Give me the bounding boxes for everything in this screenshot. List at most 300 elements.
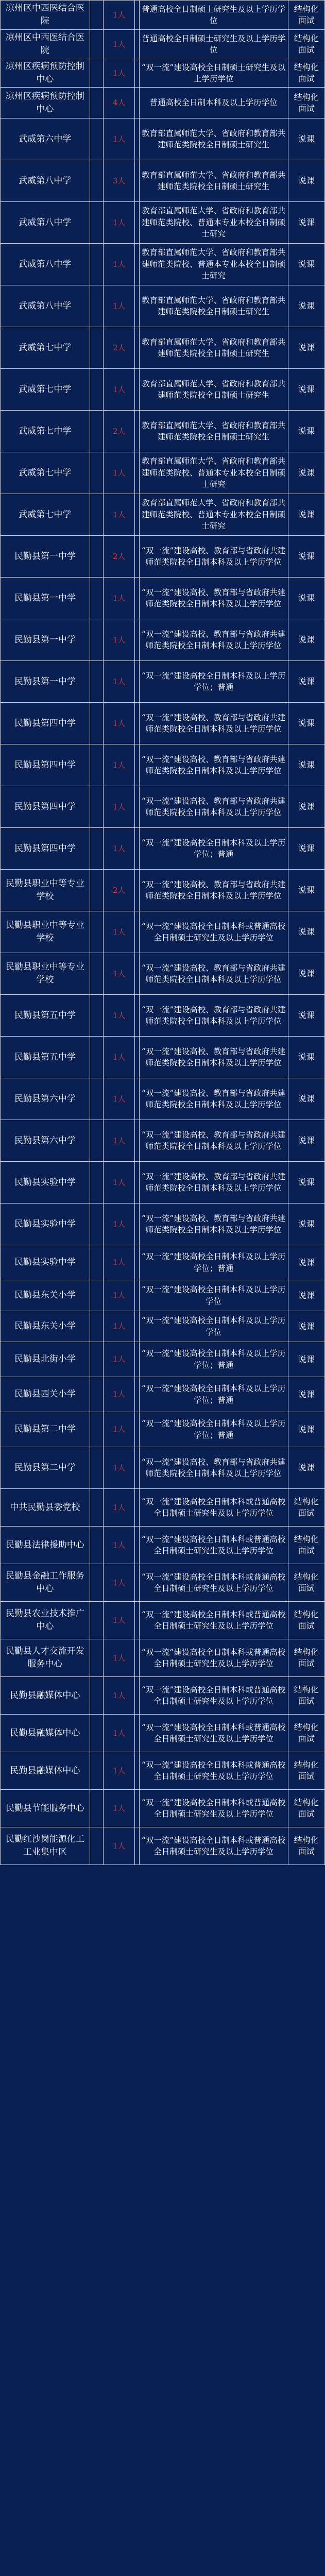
- code-cell: [90, 88, 104, 118]
- requirement-cell: “双一流”建设高校全日制本科或普通高校全日制硕士研究生及以上学历学位: [139, 1602, 288, 1639]
- unit-cell: 民勤县西关小学: [1, 1377, 90, 1412]
- requirement-cell: “双一流”建设高校全日制本科或普通高校全日制硕士研究生及以上学历学位: [139, 1715, 288, 1752]
- exam-method-cell: 说课: [288, 1377, 324, 1412]
- requirement-cell: “双一流”建设高校、教育部与省政府共建师范类院校全日制本科及以上学历学位: [139, 953, 288, 995]
- code-cell: [90, 160, 104, 202]
- code-cell: [90, 578, 104, 619]
- table-row: [1, 995, 325, 1037]
- code-cell: [90, 202, 104, 244]
- requirement-cell: 教育部直属师范大学、省政府和教育部共建师范类院校、普通本专业本校全日制硕士研究: [139, 494, 288, 536]
- unit-cell: 武威第七中学: [1, 369, 90, 411]
- code-cell: [90, 703, 104, 744]
- count-cell: 1人: [104, 1827, 135, 1865]
- gap-cell: [135, 160, 140, 202]
- table-row: [1, 1342, 325, 1377]
- requirement-cell: “双一流”建设高校全日制本科及以上学历学位；普通: [139, 828, 288, 870]
- code-cell: [90, 619, 104, 661]
- exam-method-cell: 结构化面试: [288, 88, 324, 118]
- unit-cell: 民勤红沙岗能源化工工业集中区: [1, 1827, 90, 1865]
- table-row: [1, 578, 325, 619]
- code-cell: [90, 786, 104, 828]
- requirement-cell: “双一流”建设高校全日制本科及以上学历学位: [139, 1311, 288, 1342]
- unit-cell: 民勤县实验中学: [1, 1204, 90, 1245]
- code-cell: [90, 1447, 104, 1489]
- table-row: [1, 786, 325, 828]
- count-cell: 1人: [104, 1120, 135, 1162]
- requirement-cell: 教育部直属师范大学、省政府和教育部共建师范类院校全日制硕士研究生: [139, 369, 288, 411]
- exam-method-cell: 说课: [288, 1447, 324, 1489]
- code-cell: [90, 536, 104, 578]
- code-cell: [90, 828, 104, 870]
- code-cell: [90, 1204, 104, 1245]
- gap-cell: [135, 786, 140, 828]
- count-cell: 1人: [104, 1715, 135, 1752]
- unit-cell: 民勤县融媒体中心: [1, 1677, 90, 1715]
- table-row: [1, 1639, 325, 1677]
- unit-cell: 民勤县节能服务中心: [1, 1790, 90, 1827]
- table-row: [1, 1120, 325, 1162]
- exam-method-cell: 说课: [288, 1280, 324, 1311]
- gap-cell: [135, 1715, 140, 1752]
- requirement-cell: “双一流”建设高校、教育部与省政府共建师范类院校全日制本科及以上学历学位: [139, 995, 288, 1037]
- unit-cell: 凉州区疾病预防控制中心: [1, 59, 90, 88]
- exam-method-cell: 结构化面试: [288, 1564, 324, 1602]
- count-cell: 1人: [104, 118, 135, 160]
- gap-cell: [135, 88, 140, 118]
- code-cell: [90, 59, 104, 88]
- gap-cell: [135, 1, 140, 30]
- requirement-cell: “双一流”建设高校全日制本科及以上学历学位；普通: [139, 1245, 288, 1280]
- gap-cell: [135, 578, 140, 619]
- requirement-cell: “双一流”建设高校、教育部与省政府共建师范类院校全日制本科及以上学历学位: [139, 1037, 288, 1078]
- code-cell: [90, 1078, 104, 1120]
- table-row: [1, 327, 325, 369]
- exam-method-cell: 说课: [288, 911, 324, 953]
- requirement-cell: “双一流”建设高校、教育部与省政府共建师范类院校全日制本科及以上学历学位: [139, 1120, 288, 1162]
- count-cell: 1人: [104, 578, 135, 619]
- unit-cell: 民勤县第四中学: [1, 828, 90, 870]
- unit-cell: 民勤县融媒体中心: [1, 1752, 90, 1790]
- table-body: [1, 1, 325, 1865]
- exam-method-cell: 结构化面试: [288, 1602, 324, 1639]
- gap-cell: [135, 1204, 140, 1245]
- gap-cell: [135, 1752, 140, 1790]
- gap-cell: [135, 1377, 140, 1412]
- code-cell: [90, 911, 104, 953]
- code-cell: [90, 1037, 104, 1078]
- table-row: [1, 1564, 325, 1602]
- gap-cell: [135, 369, 140, 411]
- exam-method-cell: 结构化面试: [288, 1790, 324, 1827]
- count-cell: 4人: [104, 88, 135, 118]
- exam-method-cell: 结构化面试: [288, 1715, 324, 1752]
- requirement-cell: “双一流”建设高校全日制本科或普通高校全日制硕士研究生及以上学历学位: [139, 1752, 288, 1790]
- exam-method-cell: 结构化面试: [288, 1639, 324, 1677]
- unit-cell: 武威第八中学: [1, 160, 90, 202]
- code-cell: [90, 1677, 104, 1715]
- exam-method-cell: 结构化面试: [288, 59, 324, 88]
- requirement-cell: “双一流”建设高校、教育部与省政府共建师范类院校全日制本科及以上学历学位: [139, 1078, 288, 1120]
- gap-cell: [135, 1162, 140, 1204]
- unit-cell: 民勤县北街小学: [1, 1342, 90, 1377]
- requirement-cell: “双一流”建设高校、教育部与省政府共建师范类院校全日制本科及以上学历学位: [139, 744, 288, 786]
- unit-cell: 凉州区中西医结合医院: [1, 1, 90, 30]
- requirement-cell: “双一流”建设高校全日制本科及以上学历学位: [139, 1280, 288, 1311]
- requirement-cell: “双一流”建设高校全日制本科或普通高校全日制硕士研究生及以上学历学位: [139, 1827, 288, 1865]
- code-cell: [90, 1, 104, 30]
- gap-cell: [135, 1311, 140, 1342]
- gap-cell: [135, 995, 140, 1037]
- table-row: [1, 1527, 325, 1564]
- requirement-cell: “双一流”建设高校全日制本科及以上学历学位；普通: [139, 1412, 288, 1447]
- requirement-cell: “双一流”建设高校全日制本科或普通高校全日制硕士研究生及以上学历学位: [139, 1489, 288, 1527]
- gap-cell: [135, 536, 140, 578]
- table-row: [1, 828, 325, 870]
- code-cell: [90, 1311, 104, 1342]
- table-row: [1, 703, 325, 744]
- count-cell: 1人: [104, 953, 135, 995]
- requirement-cell: “双一流”建设高校、教育部与省政府共建师范类院校全日制本科及以上学历学位: [139, 1162, 288, 1204]
- gap-cell: [135, 953, 140, 995]
- exam-method-cell: 说课: [288, 953, 324, 995]
- requirement-cell: 教育部直属师范大学、省政府和教育部共建师范类院校、普通本专业本校全日制硕士研究: [139, 202, 288, 244]
- exam-method-cell: 说课: [288, 327, 324, 369]
- table-row: [1, 1715, 325, 1752]
- exam-method-cell: 说课: [288, 786, 324, 828]
- code-cell: [90, 1280, 104, 1311]
- unit-cell: 武威第七中学: [1, 452, 90, 494]
- exam-method-cell: 说课: [288, 578, 324, 619]
- count-cell: 1人: [104, 1377, 135, 1412]
- exam-method-cell: 说课: [288, 1311, 324, 1342]
- requirement-cell: “双一流”建设高校、教育部与省政府共建师范类院校全日制本科及以上学历学位: [139, 1204, 288, 1245]
- requirement-cell: 教育部直属师范大学、省政府和教育部共建师范类院校全日制硕士研究生: [139, 411, 288, 452]
- unit-cell: 民勤县第二中学: [1, 1412, 90, 1447]
- gap-cell: [135, 911, 140, 953]
- exam-method-cell: 说课: [288, 1412, 324, 1447]
- table-row: [1, 285, 325, 327]
- requirement-cell: “双一流”建设高校全日制本科或普通高校全日制硕士研究生及以上学历学位: [139, 1639, 288, 1677]
- table-row: [1, 1412, 325, 1447]
- exam-method-cell: 结构化面试: [288, 1677, 324, 1715]
- requirement-cell: “双一流”建设高校全日制本科或普通高校全日制硕士研究生及以上学历学位: [139, 911, 288, 953]
- exam-method-cell: 结构化面试: [288, 1527, 324, 1564]
- count-cell: 2人: [104, 870, 135, 911]
- code-cell: [90, 327, 104, 369]
- table-row: [1, 452, 325, 494]
- code-cell: [90, 452, 104, 494]
- exam-method-cell: 说课: [288, 118, 324, 160]
- exam-method-cell: 说课: [288, 369, 324, 411]
- requirement-cell: “双一流”建设高校全日制本科及以上学历学位；普通: [139, 661, 288, 703]
- requirement-cell: 普通高校全日制本科及以上学历学位: [139, 88, 288, 118]
- table-row: [1, 88, 325, 118]
- unit-cell: 武威第七中学: [1, 327, 90, 369]
- gap-cell: [135, 703, 140, 744]
- code-cell: [90, 1489, 104, 1527]
- count-cell: 2人: [104, 411, 135, 452]
- table-row: [1, 870, 325, 911]
- requirement-cell: “双一流”建设高校全日制本科或普通高校全日制硕士研究生及以上学历学位: [139, 1564, 288, 1602]
- table-row: [1, 1, 325, 30]
- requirement-cell: 教育部直属师范大学、省政府和教育部共建师范类院校、普通本专业本校全日制硕士研究: [139, 452, 288, 494]
- unit-cell: 民勤县第二中学: [1, 1447, 90, 1489]
- code-cell: [90, 494, 104, 536]
- exam-method-cell: 说课: [288, 703, 324, 744]
- unit-cell: 武威第八中学: [1, 244, 90, 285]
- code-cell: [90, 1527, 104, 1564]
- exam-method-cell: 说课: [288, 1037, 324, 1078]
- requirement-cell: “双一流”建设高校全日制本科或普通高校全日制硕士研究生及以上学历学位: [139, 1790, 288, 1827]
- requirement-cell: 普通高校全日制硕士研究生及以上学历学位: [139, 1, 288, 30]
- code-cell: [90, 1715, 104, 1752]
- gap-cell: [135, 285, 140, 327]
- exam-method-cell: 说课: [288, 1245, 324, 1280]
- gap-cell: [135, 1280, 140, 1311]
- count-cell: 1人: [104, 1311, 135, 1342]
- code-cell: [90, 1827, 104, 1865]
- count-cell: 1人: [104, 786, 135, 828]
- exam-method-cell: 结构化面试: [288, 1752, 324, 1790]
- table-row: [1, 411, 325, 452]
- unit-cell: 民勤县融媒体中心: [1, 1715, 90, 1752]
- count-cell: 1人: [104, 1078, 135, 1120]
- exam-method-cell: 说课: [288, 744, 324, 786]
- count-cell: 1人: [104, 1245, 135, 1280]
- table-row: [1, 911, 325, 953]
- table-row: [1, 1602, 325, 1639]
- unit-cell: 民勤县第五中学: [1, 995, 90, 1037]
- count-cell: 1人: [104, 369, 135, 411]
- count-cell: 1人: [104, 1412, 135, 1447]
- unit-cell: 民勤县人才交流开发服务中心: [1, 1639, 90, 1677]
- code-cell: [90, 1639, 104, 1677]
- unit-cell: 民勤县法律援助中心: [1, 1527, 90, 1564]
- code-cell: [90, 285, 104, 327]
- code-cell: [90, 953, 104, 995]
- unit-cell: 民勤县第四中学: [1, 786, 90, 828]
- count-cell: 1人: [104, 1639, 135, 1677]
- table-row: [1, 1827, 325, 1865]
- count-cell: 1人: [104, 244, 135, 285]
- table-row: [1, 494, 325, 536]
- table-row: [1, 1377, 325, 1412]
- unit-cell: 民勤县实验中学: [1, 1162, 90, 1204]
- count-cell: 1人: [104, 911, 135, 953]
- unit-cell: 武威第七中学: [1, 411, 90, 452]
- table-row: [1, 1245, 325, 1280]
- requirement-cell: “双一流”建设高校全日制本科或普通高校全日制硕士研究生及以上学历学位: [139, 1677, 288, 1715]
- unit-cell: 民勤县第四中学: [1, 744, 90, 786]
- requirement-cell: “双一流”建设高校全日制本科及以上学历学位；普通: [139, 1342, 288, 1377]
- gap-cell: [135, 1342, 140, 1377]
- count-cell: 1人: [104, 1280, 135, 1311]
- count-cell: 1人: [104, 1602, 135, 1639]
- unit-cell: 武威第六中学: [1, 118, 90, 160]
- table-row: [1, 619, 325, 661]
- count-cell: 1人: [104, 661, 135, 703]
- count-cell: 1人: [104, 1677, 135, 1715]
- table-row: [1, 369, 325, 411]
- count-cell: 1人: [104, 30, 135, 59]
- count-cell: 1人: [104, 1162, 135, 1204]
- unit-cell: 民勤县职业中等专业学校: [1, 953, 90, 995]
- gap-cell: [135, 1245, 140, 1280]
- requirement-cell: “双一流”建设高校、教育部与省政府共建师范类院校全日制本科及以上学历学位: [139, 619, 288, 661]
- table-row: [1, 1037, 325, 1078]
- code-cell: [90, 1412, 104, 1447]
- gap-cell: [135, 1790, 140, 1827]
- table-row: [1, 744, 325, 786]
- unit-cell: 武威第七中学: [1, 494, 90, 536]
- table-row: [1, 160, 325, 202]
- unit-cell: 民勤县东关小学: [1, 1311, 90, 1342]
- exam-method-cell: 结构化面试: [288, 1, 324, 30]
- gap-cell: [135, 1037, 140, 1078]
- exam-method-cell: 说课: [288, 1204, 324, 1245]
- count-cell: 3人: [104, 160, 135, 202]
- code-cell: [90, 118, 104, 160]
- code-cell: [90, 1162, 104, 1204]
- requirement-cell: 教育部直属师范大学、省政府和教育部共建师范类院校、普通本专业本校全日制硕士研究: [139, 244, 288, 285]
- count-cell: 1人: [104, 1342, 135, 1377]
- unit-cell: 武威第八中学: [1, 285, 90, 327]
- table-row: [1, 1078, 325, 1120]
- gap-cell: [135, 1078, 140, 1120]
- code-cell: [90, 1564, 104, 1602]
- table-row: [1, 536, 325, 578]
- count-cell: 1人: [104, 1527, 135, 1564]
- exam-method-cell: 结构化面试: [288, 30, 324, 59]
- unit-cell: 民勤县职业中等专业学校: [1, 911, 90, 953]
- exam-method-cell: 说课: [288, 1078, 324, 1120]
- requirement-cell: “双一流”建设高校全日制硕士研究生及以上学历学位: [139, 59, 288, 88]
- gap-cell: [135, 1602, 140, 1639]
- unit-cell: 民勤县实验中学: [1, 1245, 90, 1280]
- unit-cell: 凉州区疾病预防控制中心: [1, 88, 90, 118]
- table-row: [1, 661, 325, 703]
- code-cell: [90, 870, 104, 911]
- exam-method-cell: 说课: [288, 995, 324, 1037]
- exam-method-cell: 说课: [288, 285, 324, 327]
- code-cell: [90, 744, 104, 786]
- table-row: [1, 59, 325, 88]
- count-cell: 2人: [104, 536, 135, 578]
- exam-method-cell: 说课: [288, 452, 324, 494]
- gap-cell: [135, 1527, 140, 1564]
- gap-cell: [135, 619, 140, 661]
- unit-cell: 民勤县第六中学: [1, 1120, 90, 1162]
- code-cell: [90, 995, 104, 1037]
- unit-cell: 民勤县金融工作服务中心: [1, 1564, 90, 1602]
- requirement-cell: “双一流”建设高校全日制本科或普通高校全日制硕士研究生及以上学历学位: [139, 1527, 288, 1564]
- code-cell: [90, 1120, 104, 1162]
- unit-cell: 民勤县第一中学: [1, 536, 90, 578]
- count-cell: 1人: [104, 828, 135, 870]
- count-cell: 1人: [104, 619, 135, 661]
- table-row: [1, 1752, 325, 1790]
- code-cell: [90, 1342, 104, 1377]
- gap-cell: [135, 1677, 140, 1715]
- requirement-cell: 教育部直属师范大学、省政府和教育部共建师范类院校全日制硕士研究生: [139, 327, 288, 369]
- exam-method-cell: 说课: [288, 828, 324, 870]
- unit-cell: 民勤县农业技术推广中心: [1, 1602, 90, 1639]
- requirement-cell: “双一流”建设高校、教育部与省政府共建师范类院校全日制本科及以上学历学位: [139, 578, 288, 619]
- unit-cell: 民勤县第一中学: [1, 661, 90, 703]
- table-row: [1, 1162, 325, 1204]
- gap-cell: [135, 244, 140, 285]
- exam-method-cell: 说课: [288, 494, 324, 536]
- count-cell: 1人: [104, 285, 135, 327]
- unit-cell: 武威第八中学: [1, 202, 90, 244]
- count-cell: 1人: [104, 703, 135, 744]
- count-cell: 1人: [104, 744, 135, 786]
- gap-cell: [135, 494, 140, 536]
- gap-cell: [135, 1412, 140, 1447]
- table-row: [1, 1677, 325, 1715]
- count-cell: 1人: [104, 1564, 135, 1602]
- requirement-cell: “双一流”建设高校、教育部与省政府共建师范类院校全日制本科及以上学历学位: [139, 1447, 288, 1489]
- gap-cell: [135, 1120, 140, 1162]
- count-cell: 1人: [104, 1489, 135, 1527]
- unit-cell: 民勤县第一中学: [1, 619, 90, 661]
- exam-method-cell: 说课: [288, 160, 324, 202]
- gap-cell: [135, 30, 140, 59]
- count-cell: 1人: [104, 452, 135, 494]
- code-cell: [90, 1245, 104, 1280]
- unit-cell: 民勤县第一中学: [1, 578, 90, 619]
- table-row: [1, 202, 325, 244]
- count-cell: 1人: [104, 1752, 135, 1790]
- requirement-cell: 普通高校全日制硕士研究生及以上学历学位: [139, 30, 288, 59]
- requirement-cell: 教育部直属师范大学、省政府和教育部共建师范类院校全日制硕士研究生: [139, 160, 288, 202]
- exam-method-cell: 说课: [288, 661, 324, 703]
- requirement-cell: “双一流”建设高校、教育部与省政府共建师范类院校全日制本科及以上学历学位: [139, 786, 288, 828]
- code-cell: [90, 1602, 104, 1639]
- table-row: [1, 1790, 325, 1827]
- unit-cell: 中共民勤县委党校: [1, 1489, 90, 1527]
- count-cell: 1人: [104, 1447, 135, 1489]
- exam-method-cell: 结构化面试: [288, 1489, 324, 1527]
- exam-method-cell: 说课: [288, 244, 324, 285]
- count-cell: 1人: [104, 59, 135, 88]
- count-cell: 1人: [104, 1037, 135, 1078]
- count-cell: 1人: [104, 202, 135, 244]
- unit-cell: 民勤县东关小学: [1, 1280, 90, 1311]
- requirement-cell: 教育部直属师范大学、省政府和教育部共建师范类院校全日制硕士研究生: [139, 118, 288, 160]
- code-cell: [90, 30, 104, 59]
- gap-cell: [135, 452, 140, 494]
- code-cell: [90, 369, 104, 411]
- exam-method-cell: 说课: [288, 870, 324, 911]
- table-row: [1, 1311, 325, 1342]
- gap-cell: [135, 744, 140, 786]
- gap-cell: [135, 202, 140, 244]
- exam-method-cell: 说课: [288, 1162, 324, 1204]
- code-cell: [90, 1790, 104, 1827]
- requirement-cell: “双一流”建设高校、教育部与省政府共建师范类院校全日制本科及以上学历学位: [139, 870, 288, 911]
- exam-method-cell: 说课: [288, 536, 324, 578]
- unit-cell: 凉州区中西医结合医院: [1, 30, 90, 59]
- code-cell: [90, 1377, 104, 1412]
- table-row: [1, 1447, 325, 1489]
- count-cell: 2人: [104, 327, 135, 369]
- count-cell: 1人: [104, 1, 135, 30]
- table-row: [1, 1204, 325, 1245]
- table-row: [1, 244, 325, 285]
- code-cell: [90, 661, 104, 703]
- requirement-cell: “双一流”建设高校全日制本科及以上学历学位；普通: [139, 1377, 288, 1412]
